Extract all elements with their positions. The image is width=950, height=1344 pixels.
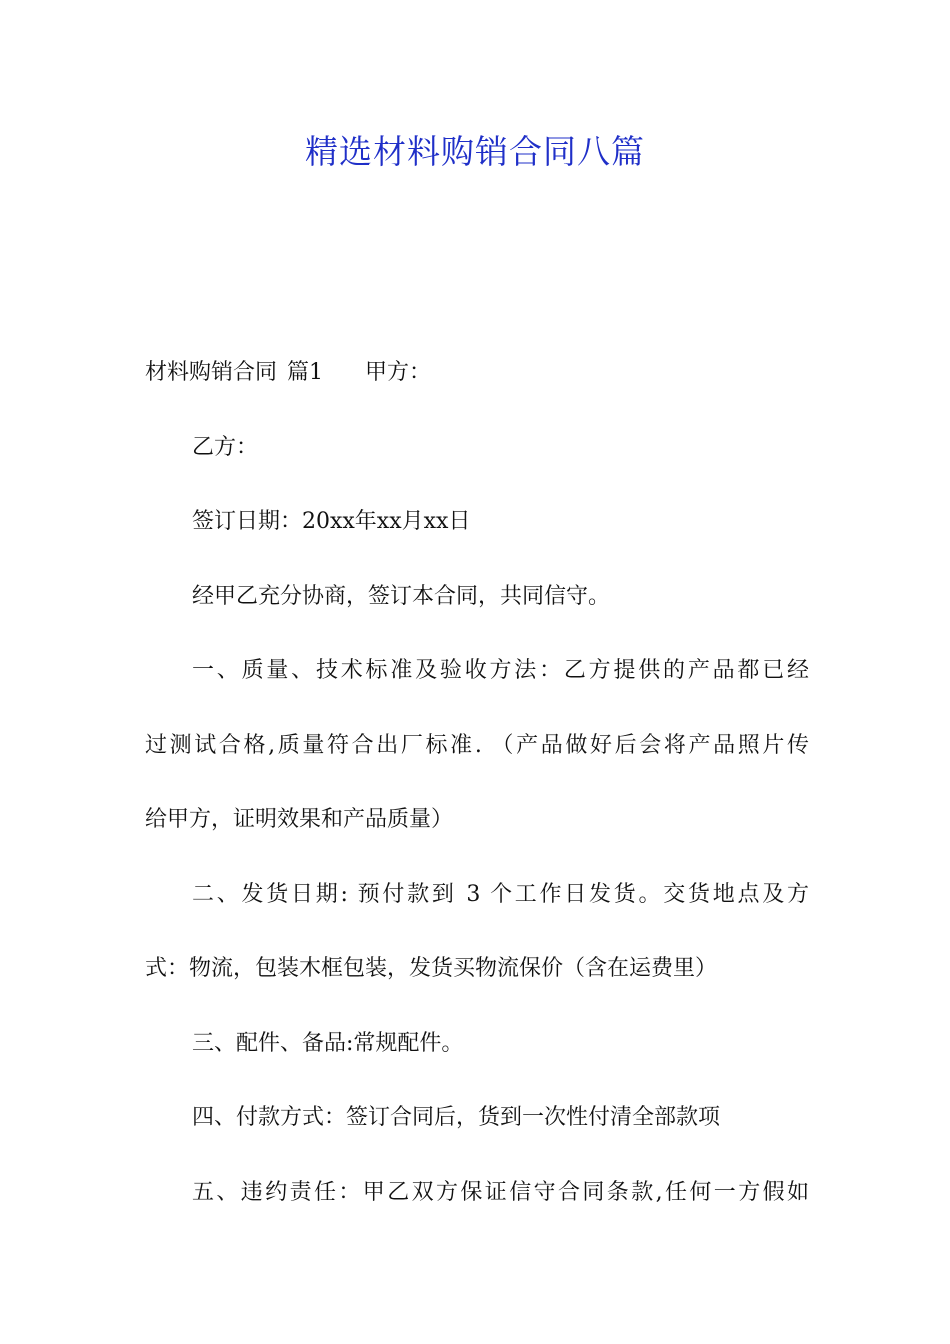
party-b-label: 乙方： [192,434,259,460]
intro-paragraph: 经甲乙充分协商，签订本合同，共同信守。 [192,583,611,609]
section-heading: 材料购销合同 [145,360,278,385]
clause-3: 三、配件、备品:常规配件。 [192,1030,464,1056]
document-body [145,336,809,1230]
document-title: 精选材料购销合同八篇 [305,132,645,171]
clause-1-line-2: 过测试合格,质量符合出厂标准. （产品做好后会将产品照片传 [145,732,809,758]
clause-2-line-2: 式：物流，包装木框包装，发货买物流保价（含在运费里） [145,956,718,981]
clause-1-line-3: 给甲方，证明效果和产品质量） [145,807,454,832]
party-a-label: 甲方： [365,360,432,385]
section-heading-line [145,336,809,411]
clause-1-line-1: 一、质量、技术标准及验收方法：乙方提供的产品都已经 [192,658,809,683]
clause-2-line-1: 二、发货日期: 预付款到 3 个工作日发货。交货地点及方 [192,881,809,907]
clause-4: 四、付款方式：签订合同后，货到一次性付清全部款项 [192,1105,721,1130]
section-number: 篇1 [287,360,324,385]
sign-date: 签订日期：20xx年xx月xx日 [192,509,471,534]
clause-5-line-1: 五、违约责任：甲乙双方保证信守合同条款,任何一方假如 [192,1179,809,1205]
